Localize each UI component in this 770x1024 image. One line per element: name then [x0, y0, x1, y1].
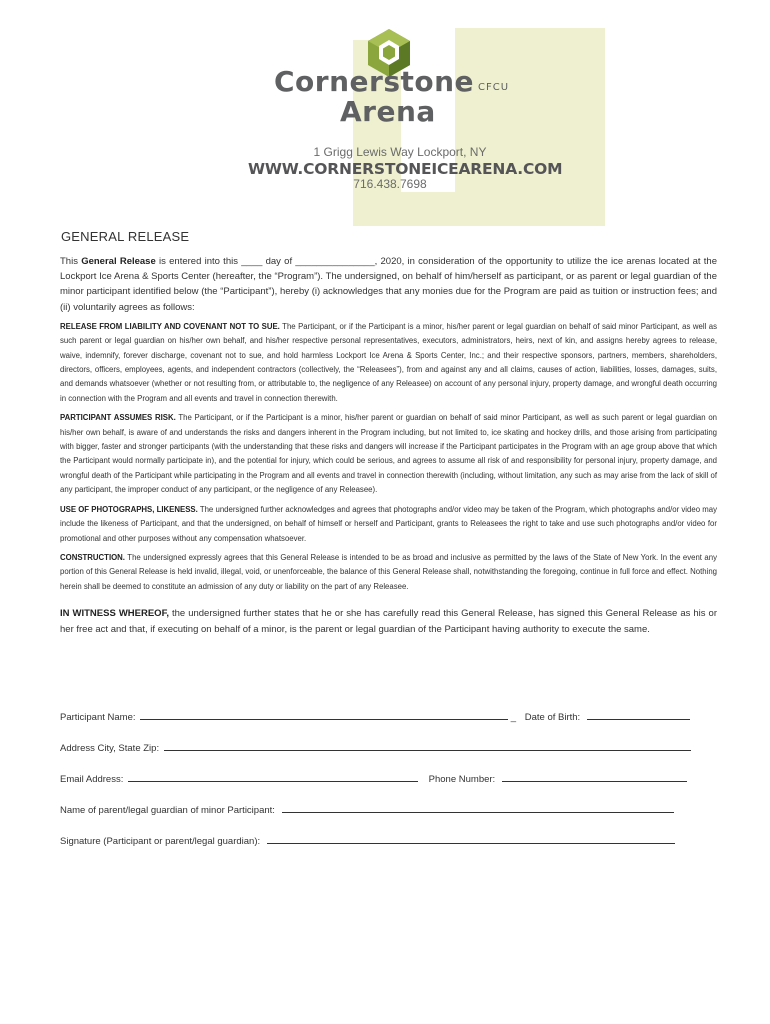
email-label: Email Address: [60, 774, 124, 785]
intro-text-start: This [60, 256, 82, 267]
section-heading: PARTICIPANT ASSUMES RISK. [60, 413, 176, 423]
intro-paragraph [60, 254, 717, 315]
participant-name-field[interactable] [140, 709, 508, 720]
document-title: GENERAL RELEASE [61, 229, 190, 244]
intro-text-rest: is entered into this ____ day of _______________, 2020, in consideration of the opportunity to utilize the ice arenas located at the Lockport Ice Arena & Sports Center (hereafter, the “Program”). The undersigned, on behalf of him/herself as participant, or as parent or legal guardian of the minor participant identified below (the “Participant”), hereby (i) acknowledges that any monies due for the Program are paid as tuition or instruction fees; and (ii) voluntarily agrees as follows: [60, 256, 717, 313]
guardian-name-row [60, 802, 674, 816]
release-document [60, 229, 717, 637]
header-address: 1 Grigg Lewis Way Lockport, NY [313, 145, 487, 159]
section-body: The undersigned expressly agrees that this General Release is intended to be as broad and inclusive as permitted by the laws of the State of New York. In the event any portion of this General Release is held invalid, illegal, void, or unenforceable, the balance of this General Release shall, notwithstanding the foregoing, continue in full force and effect. Nothing herein shall be deemed to constitute an admission of any duty or liability on the part of any Releasee. [60, 552, 717, 591]
participant-name-suffix: _ [510, 712, 517, 723]
date-of-birth-label: Date of Birth: [524, 712, 581, 723]
address-label: Address City, State Zip: [60, 743, 160, 754]
section-body: The Participant, or if the Participant is a minor, his/her parent or guardian on behalf of said minor Participant, as well as such parent or legal guardian on his/her own behalf, is aware of and understands the risks and dangers inherent in the Program including, but not limited to, ice skating and hockey drills, and those arising from participating with bigger, faster and stronger participants (with the understanding that these risks and dangers will increase if the Participant participates in the Program with an age group above that which the Participant would normally participate in), and the potential for injury, which could be serious, and agrees to assume all risk of and responsibility for personal injury, property damage, and wrongful death of the Participant while participating in the Program and all events and travel in connection therewith (including, without limitation, any such as may arise from the lack of skill of any participant, the improper conduct of any participant, or the negligence of any Releasee). [60, 413, 717, 495]
participant-name-row [60, 709, 690, 723]
section-construction [60, 551, 717, 594]
section-heading: CONSTRUCTION. [60, 552, 125, 562]
witness-bold: IN WITNESS WHEREOF, [60, 608, 169, 620]
section-release-liability [60, 320, 717, 406]
brand-name: Cornerstone [274, 65, 475, 98]
email-field[interactable] [128, 771, 418, 782]
section-assumes-risk [60, 411, 717, 497]
intro-bold: General Release [81, 256, 156, 267]
witness-body: the undersigned further states that he or she has carefully read this General Release, has signed this General Release as his or her free act and that, if executing on behalf of a minor, is the parent or legal guardian of the Participant having authority to execute the same. [60, 608, 718, 635]
header-website: WWW.CORNERSTONEICEARENA.COM [248, 160, 563, 178]
letterhead [0, 0, 770, 235]
address-row [60, 740, 691, 754]
participant-name-label: Participant Name: [60, 712, 136, 723]
phone-field[interactable] [502, 771, 687, 782]
signature-row [60, 833, 675, 847]
section-heading: RELEASE FROM LIABILITY AND COVENANT NOT TO SUE. [60, 321, 280, 331]
email-phone-row [60, 771, 687, 785]
address-field[interactable] [164, 740, 691, 751]
date-of-birth-field[interactable] [587, 709, 690, 720]
signature-label: Signature (Participant or parent/legal guardian): [60, 836, 261, 847]
section-body: The Participant, or if the Participant is a minor, his/her parent or legal guardian on behalf of said minor Participant, as well as such parent or legal guardian on his/her own behalf, and his/her respective personal representatives, executors, administrators, heirs, next of kin, and assigns hereby agrees to release, waive, indemnify, forever discharge, covenant not to sue, and hold harmless Lockport Ice Arena & Sports Center, Inc.; and their respective sponsors, partners, members, shareholders, directors, officers, employees, agents, and independent contractors (collectively, the “Releasees”), from and against any and all claims, causes of action, liabilities, losses, damages, suits, and demands whatsoever (whether or not resulting from, or attributable to, the negligence of any Releasee) on account of any personal injury, property damage, and wrongful death occurring in connection with the Program and all events and travel in connection therewith. [60, 321, 717, 403]
section-photographs [60, 503, 717, 546]
brand-arena: Arena [340, 95, 436, 128]
bg-block-bar [353, 192, 605, 226]
guardian-name-field[interactable] [282, 802, 674, 813]
section-body: The undersigned further acknowledges and agrees that photographs and/or video may be taken of the Program, which photographs and/or video may include the likeness of Participant, and that the undersigned, on behalf of himself or herself and Participant, grants to Releasees the right to take and use such photographs and/or video for promotional and other purposes without any compensation whatsoever. [60, 504, 717, 543]
witness-paragraph [60, 606, 717, 637]
signature-field[interactable] [267, 833, 675, 844]
section-heading: USE OF PHOTOGRAPHS, LIKENESS. [60, 504, 198, 514]
guardian-name-label: Name of parent/legal guardian of minor Participant: [60, 805, 275, 816]
phone-label: Phone Number: [428, 774, 496, 785]
brand-suffix: CFCU [478, 82, 510, 93]
header-phone: 716.438.7698 [353, 177, 427, 191]
